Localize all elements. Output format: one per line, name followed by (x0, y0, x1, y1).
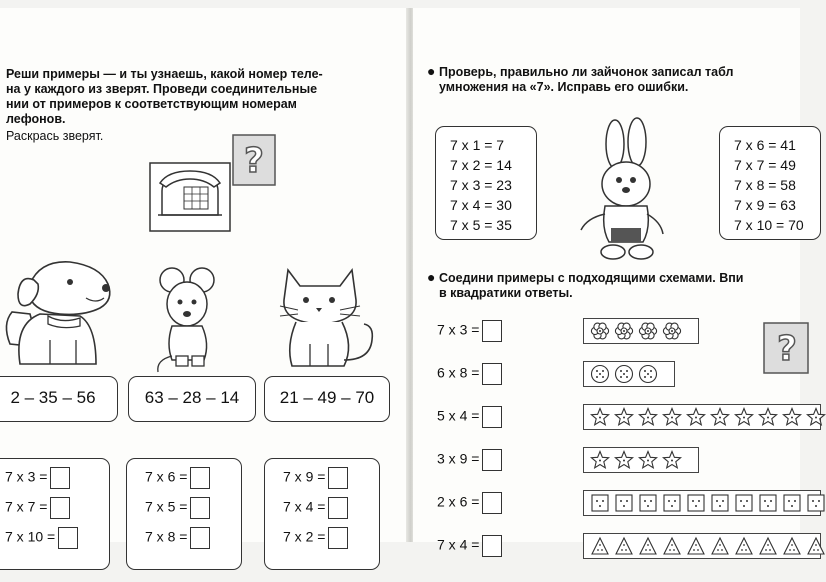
table-row: 7 x 10 = 70 (734, 217, 804, 233)
square-dots-icon (806, 493, 826, 513)
square-dots-icon (734, 493, 754, 513)
example-row: 7 x 8 = (145, 527, 210, 549)
example-column-3 (264, 458, 380, 570)
triangle-dots-icon (710, 536, 730, 556)
answer-box[interactable] (190, 527, 210, 549)
example-row: 7 x 4 = (283, 497, 348, 519)
table-row: 7 x 8 = 58 (734, 177, 796, 193)
square-dots-icon (662, 493, 682, 513)
cat-illustration (270, 256, 380, 374)
star-icon (638, 450, 658, 470)
square-dots-icon (758, 493, 778, 513)
flower-icon (662, 321, 682, 341)
flower-icon (590, 321, 610, 341)
triangle-dots-icon (734, 536, 754, 556)
triangle-dots-icon (686, 536, 706, 556)
example-column-2 (126, 458, 242, 570)
bunny-table-right (719, 126, 821, 240)
table-row: 7 x 2 = 14 (450, 157, 512, 173)
phone-code-1: 2 – 35 – 56 (10, 388, 96, 407)
table-row: 7 x 7 = 49 (734, 157, 796, 173)
circle-dots-icon (590, 364, 610, 384)
star-icon (710, 407, 730, 427)
star-icon (734, 407, 754, 427)
square-dots-icon (590, 493, 610, 513)
example-row: 7 x 9 = (283, 467, 348, 489)
check-instruction-line-2: умножения на «7». Исправь его ошибки. (439, 80, 689, 94)
answer-box[interactable] (328, 497, 348, 519)
answer-box[interactable] (328, 467, 348, 489)
bunny-illustration (575, 118, 675, 264)
answer-box[interactable] (50, 497, 70, 519)
match-example-6: 7 x 4 = (437, 535, 502, 557)
square-dots-icon (782, 493, 802, 513)
example-row: 7 x 10 = (5, 527, 78, 549)
match-instruction-line-2: в квадратики ответы. (439, 286, 573, 300)
flower-icon (614, 321, 634, 341)
star-icon (590, 407, 610, 427)
phone-code-box-2 (128, 376, 256, 422)
answer-box[interactable] (482, 363, 502, 385)
mouse-illustration (150, 264, 230, 374)
answer-box[interactable] (328, 527, 348, 549)
star-icon (782, 407, 802, 427)
star-icon (686, 407, 706, 427)
scheme-strip-4[interactable] (583, 447, 699, 473)
question-mark-icon (761, 320, 801, 376)
svg-text:?: ? (777, 329, 797, 369)
triangle-dots-icon (614, 536, 634, 556)
example-row: 7 x 2 = (283, 527, 348, 549)
square-dots-icon (614, 493, 634, 513)
table-left-rows (450, 135, 512, 235)
triangle-dots-icon (758, 536, 778, 556)
question-mark-icon (230, 132, 278, 188)
answer-box[interactable] (190, 497, 210, 519)
circle-dots-icon (614, 364, 634, 384)
answer-box[interactable] (482, 406, 502, 428)
match-example-1: 7 x 3 = (437, 320, 502, 342)
match-instruction-line-1: ● Соедини примеры с подходящими схемами. Впи (427, 269, 744, 285)
phone-code-box-3 (264, 376, 390, 422)
scheme-strip-5[interactable] (583, 490, 821, 516)
scheme-strip-6[interactable] (583, 533, 821, 559)
svg-text:?: ? (244, 141, 264, 181)
match-example-4: 3 x 9 = (437, 449, 502, 471)
star-icon (662, 450, 682, 470)
table-row: 7 x 6 = 41 (734, 137, 796, 153)
table-row: 7 x 3 = 23 (450, 177, 512, 193)
bullet-icon: ● (427, 63, 436, 79)
scheme-strip-3[interactable] (583, 404, 821, 430)
instruction-line-2: на у каждого из зверят. Проведи соединительные (6, 82, 318, 96)
instruction-line-3: нии от примеров к соответствующим номерам (6, 97, 297, 111)
instruction-line-4: лефонов. (6, 112, 66, 126)
star-icon (590, 450, 610, 470)
triangle-dots-icon (806, 536, 826, 556)
table-right-rows (734, 135, 804, 235)
example-row: 7 x 6 = (145, 467, 210, 489)
right-page (413, 8, 804, 553)
triangle-dots-icon (590, 536, 610, 556)
star-icon (638, 407, 658, 427)
phone-code-2: 63 – 28 – 14 (144, 388, 240, 407)
instruction-line-1: Реши примеры — и ты узнаешь, какой номер теле- (6, 67, 323, 81)
match-example-5: 2 x 6 = (437, 492, 502, 514)
check-instruction-line-1: ● Проверь, правильно ли зайчонок записал табл (427, 63, 734, 79)
answer-box[interactable] (50, 467, 70, 489)
example-row: 7 x 3 = (5, 467, 70, 489)
triangle-dots-icon (782, 536, 802, 556)
star-icon (758, 407, 778, 427)
dog-illustration (0, 254, 120, 372)
answer-box[interactable] (482, 449, 502, 471)
triangle-dots-icon (662, 536, 682, 556)
phone-code-3: 21 – 49 – 70 (279, 388, 375, 407)
example-row: 7 x 7 = (5, 497, 70, 519)
square-dots-icon (638, 493, 658, 513)
circle-dots-icon (638, 364, 658, 384)
phone-code-box-1 (0, 376, 118, 422)
bunny-table-left (435, 126, 537, 240)
example-column-1 (0, 458, 110, 570)
color-instruction: Раскрась зверят. (6, 129, 104, 143)
match-example-3: 5 x 4 = (437, 406, 502, 428)
triangle-dots-icon (638, 536, 658, 556)
left-page (0, 8, 408, 545)
table-row: 7 x 5 = 35 (450, 217, 512, 233)
scheme-strip-1[interactable] (583, 318, 699, 344)
telephone-icon (148, 161, 232, 233)
table-row: 7 x 1 = 7 (450, 137, 505, 153)
bullet-icon: ● (427, 269, 436, 285)
square-dots-icon (710, 493, 730, 513)
scheme-strip-2[interactable] (583, 361, 675, 387)
star-icon (806, 407, 826, 427)
table-row: 7 x 9 = 63 (734, 197, 796, 213)
answer-box[interactable] (58, 527, 78, 549)
answer-box[interactable] (482, 535, 502, 557)
match-example-2: 6 x 8 = (437, 363, 502, 385)
star-icon (614, 407, 634, 427)
square-dots-icon (686, 493, 706, 513)
star-icon (662, 407, 682, 427)
answer-box[interactable] (482, 320, 502, 342)
example-row: 7 x 5 = (145, 497, 210, 519)
star-icon (614, 450, 634, 470)
table-row: 7 x 4 = 30 (450, 197, 512, 213)
answer-box[interactable] (482, 492, 502, 514)
answer-box[interactable] (190, 467, 210, 489)
flower-icon (638, 321, 658, 341)
